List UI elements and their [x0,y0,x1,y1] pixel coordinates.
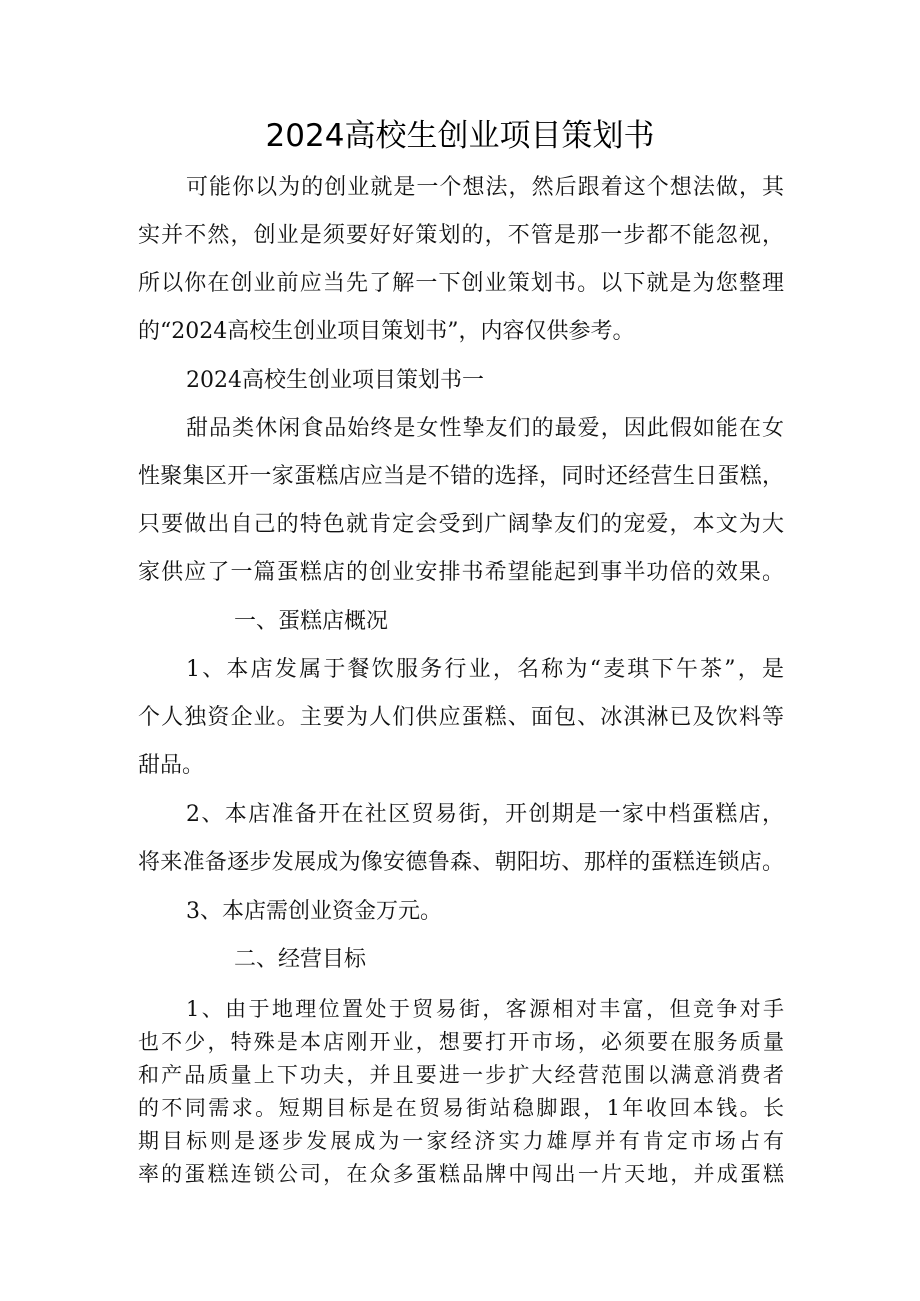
goal-paragraph-line: 期目标则是逐步发展成为一家经济实力雄厚并有肯定市场占有 [138,1129,784,1153]
overview-item-line: 2、本店准备开在社区贸易街，开创期是一家中档蛋糕店， [186,802,784,827]
intro-line: 所以你在创业前应当先了解一下创业策划书。以下就是为您整理 [138,271,784,296]
overview-item-line: 个人独资企业。主要为人们供应蛋糕、面包、冰淇淋已及饮料等 [138,705,784,730]
section-paragraph-line: 家供应了一篇蛋糕店的创业安排书希望能起到事半功倍的效果。 [138,560,784,585]
goal-paragraph-line: 1、由于地理位置处于贸易街，客源相对丰富，但竞争对手 [186,997,784,1021]
overview-item-line: 将来准备逐步发展成为像安德鲁森、朝阳坊、那样的蛋糕连锁店。 [138,850,784,875]
goal-paragraph-line: 率的蛋糕连锁公司，在众多蛋糕品牌中闯出一片天地，并成蛋糕 [138,1162,784,1186]
overview-item-line: 甜品。 [138,753,205,778]
intro-line: 可能你以为的创业就是一个想法，然后跟着这个想法做，其 [186,175,784,200]
section-paragraph-line: 性聚集区开一家蛋糕店应当是不错的选择，同时还经营生日蛋糕， [138,464,784,489]
document-title: 2024高校生创业项目策划书 [265,118,655,154]
intro-line: 实并不然，创业是须要好好策划的，不管是那一步都不能忽视， [138,223,784,248]
intro-line: 的“2024高校生创业项目策划书”，内容仅供参考。 [138,319,635,344]
section-paragraph-line: 甜品类休闲食品始终是女性挚友们的最爱，因此假如能在女 [186,416,784,441]
section-paragraph-line: 只要做出自己的特色就肯定会受到广阔挚友们的宠爱，本文为大 [138,512,784,537]
overview-item-line: 3、本店需创业资金万元。 [186,899,442,924]
goal-paragraph-line: 也不少，特殊是本店刚开业，想要打开市场，必须要在服务质量 [138,1030,784,1054]
heading-overview: 一、蛋糕店概况 [234,609,389,634]
goal-paragraph-line: 的不同需求。短期目标是在贸易街站稳脚跟，1年收回本钱。长 [138,1096,784,1120]
goal-paragraph-line: 和产品质量上下功夫，并且要进一步扩大经营范围以满意消费者 [138,1063,784,1087]
section-title: 2024高校生创业项目策划书一 [186,368,484,393]
overview-item-line: 1、本店发属于餐饮服务行业，名称为“麦琪下午茶”，是 [186,657,784,682]
heading-goals: 二、经营目标 [234,947,367,972]
